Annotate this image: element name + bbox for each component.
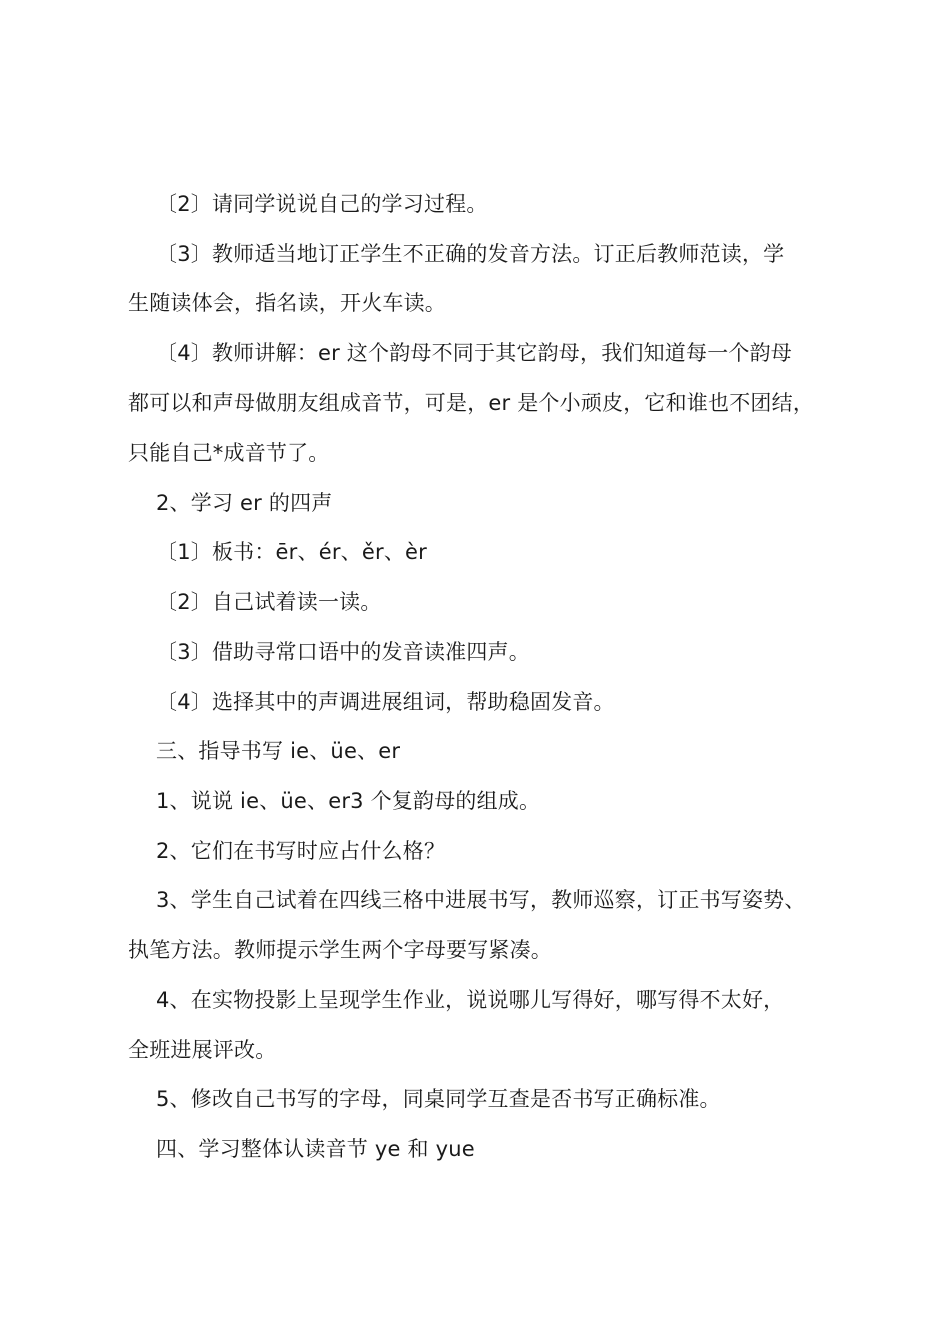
text-line-8: 〔1〕板书：ēr、ér、ěr、èr bbox=[156, 540, 427, 564]
text-line-1: 〔2〕请同学说说自己的学习过程。 bbox=[156, 192, 488, 216]
text-line-9: 〔2〕自己试着读一读。 bbox=[156, 590, 382, 614]
text-line-4: 〔4〕教师讲解：er 这个韵母不同于其它韵母，我们知道每一个韵母 bbox=[156, 341, 792, 365]
text-line-10: 〔3〕借助寻常口语中的发音读准四声。 bbox=[156, 640, 530, 664]
text-line-17: 4、在实物投影上呈现学生作业，说说哪儿写得好，哪写得不太好， bbox=[156, 988, 785, 1012]
text-line-20: 四、学习整体认读音节 ye 和 yue bbox=[156, 1137, 475, 1161]
text-line-5: 都可以和声母做朋友组成音节，可是，er 是个小顽皮，它和谁也不团结， bbox=[128, 391, 815, 415]
text-line-18: 全班进展评改。 bbox=[128, 1038, 277, 1062]
text-line-16: 执笔方法。教师提示学生两个字母要写紧凑。 bbox=[128, 938, 552, 962]
text-line-2: 〔3〕教师适当地订正学生不正确的发音方法。订正后教师范读，学 bbox=[156, 242, 785, 266]
text-line-14: 2、它们在书写时应占什么格？ bbox=[156, 839, 446, 863]
text-line-3: 生随读体会，指名读，开火车读。 bbox=[128, 291, 446, 315]
text-line-11: 〔4〕选择其中的声调进展组词，帮助稳固发音。 bbox=[156, 690, 615, 714]
text-line-13: 1、说说 ie、üe、er3 个复韵母的组成。 bbox=[156, 789, 541, 813]
text-line-15: 3、学生自己试着在四线三格中进展书写，教师巡察，订正书写姿势、 bbox=[156, 888, 806, 912]
text-line-7: 2、学习 er 的四声 bbox=[156, 491, 333, 515]
text-line-19: 5、修改自己书写的字母，同桌同学互查是否书写正确标准。 bbox=[156, 1087, 721, 1111]
text-line-12: 三、指导书写 ie、üe、er bbox=[156, 739, 401, 763]
text-line-6: 只能自己*成音节了。 bbox=[128, 441, 330, 465]
